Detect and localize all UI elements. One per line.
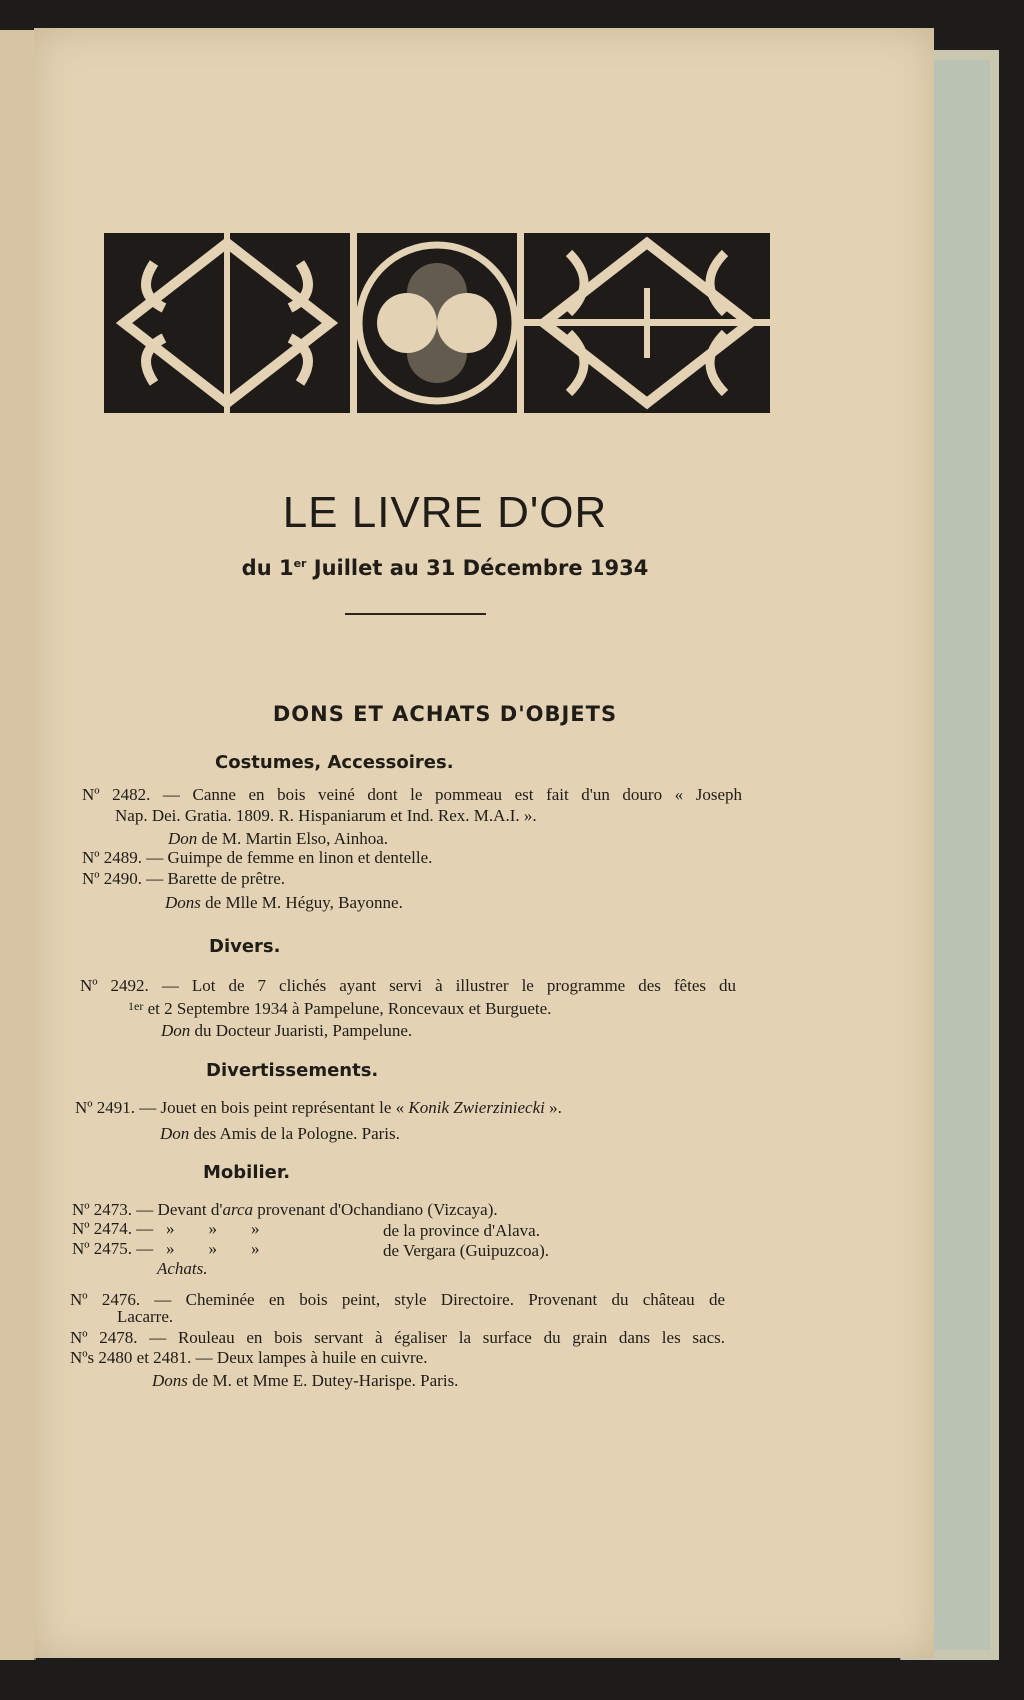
entry-italic: Konik Zwierziniecki — [408, 1098, 545, 1117]
donor-line — [168, 829, 388, 849]
donor-label: Dons — [152, 1371, 188, 1390]
donor-text: des Amis de la Pologne. Paris. — [193, 1124, 400, 1143]
donor-text: de M. et Mme E. Dutey-Harispe. Paris. — [192, 1371, 459, 1390]
entry-line: Nº 2475. — » » » — [72, 1239, 260, 1258]
entry-line: Lacarre. — [117, 1307, 174, 1326]
entry-line — [72, 1200, 498, 1220]
entry-text: Nº 2473. — Devant d' — [72, 1200, 223, 1219]
section-heading: DONS ET ACHATS D'OBJETS — [272, 702, 618, 726]
basque-ornament-band — [104, 233, 770, 413]
page-title: LE LIVRE D'OR — [282, 488, 608, 537]
donor-text: de M. Martin Elso, Ainhoa. — [201, 829, 389, 848]
donor-text: du Docteur Juaristi, Pampelune. — [194, 1021, 413, 1040]
donor-label: Achats. — [157, 1259, 208, 1278]
entry-line — [128, 999, 551, 1019]
donor-label: Don — [168, 829, 198, 848]
donor-label: Don — [160, 1124, 190, 1143]
subtitle-pre: du 1 — [241, 556, 294, 580]
entry-line: de Vergara (Guipuzcoa). — [383, 1241, 549, 1260]
subsection-title: Divers. — [209, 936, 281, 957]
entry-line: Nº 2476. — Cheminée en bois peint, style Directoire. Provenant du château de — [70, 1290, 725, 1309]
donor-line — [161, 1021, 412, 1041]
title-rule — [345, 613, 486, 615]
purchase-label — [157, 1259, 208, 1279]
entry-line: Nº 2482. — Canne en bois veiné dont le pommeau est fait d'un douro « Joseph — [82, 785, 742, 804]
cover-edge — [930, 60, 990, 1650]
entry-line: Nº 2492. — Lot de 7 clichés ayant servi à illustrer le programme des fêtes du — [80, 976, 736, 995]
subtitle-post: Juillet au 31 Décembre 1934 — [306, 556, 649, 580]
entry-line: Nº 2474. — » » » — [72, 1219, 260, 1238]
entry-line: Nap. Dei. Gratia. 1809. R. Hispaniarum et Ind. Rex. M.A.I. ». — [115, 806, 537, 825]
donor-line — [152, 1371, 458, 1391]
donor-label: Don — [161, 1021, 191, 1040]
entry-line: Nº 2478. — Rouleau en bois servant à égaliser la surface du grain dans les sacs. — [70, 1328, 725, 1347]
entry-line: de la province d'Alava. — [383, 1221, 540, 1240]
subtitle-sup: er — [293, 557, 307, 570]
ordinal: 1er — [128, 999, 144, 1013]
subsection-title: Costumes, Accessoires. — [215, 752, 454, 773]
entry-line: Nºs 2480 et 2481. — Deux lampes à huile en cuivre. — [70, 1348, 428, 1367]
entry-line: Nº 2490. — Barette de prêtre. — [82, 869, 286, 888]
donor-text: de Mlle M. Héguy, Bayonne. — [205, 893, 403, 912]
entry-text: Nº 2491. — Jouet en bois peint représentant le « — [75, 1098, 405, 1117]
subsection-title: Mobilier. — [203, 1162, 291, 1183]
entry-text: provenant d'Ochandiano (Vizcaya). — [257, 1200, 498, 1219]
entry-line — [75, 1098, 562, 1118]
entry-line: Nº 2489. — Guimpe de femme en linon et dentelle. — [82, 848, 433, 867]
donor-line — [165, 893, 403, 913]
left-page-edge — [0, 30, 36, 1660]
donor-line — [160, 1124, 400, 1144]
entry-text: ». — [549, 1098, 562, 1117]
donor-label: Dons — [165, 893, 201, 912]
entry-text: et 2 Septembre 1934 à Pampelune, Roncevaux et Burguete. — [147, 999, 552, 1018]
entry-italic: arca — [222, 1200, 253, 1219]
subsection-title: Divertissements. — [206, 1060, 379, 1081]
page-subtitle — [0, 556, 890, 580]
